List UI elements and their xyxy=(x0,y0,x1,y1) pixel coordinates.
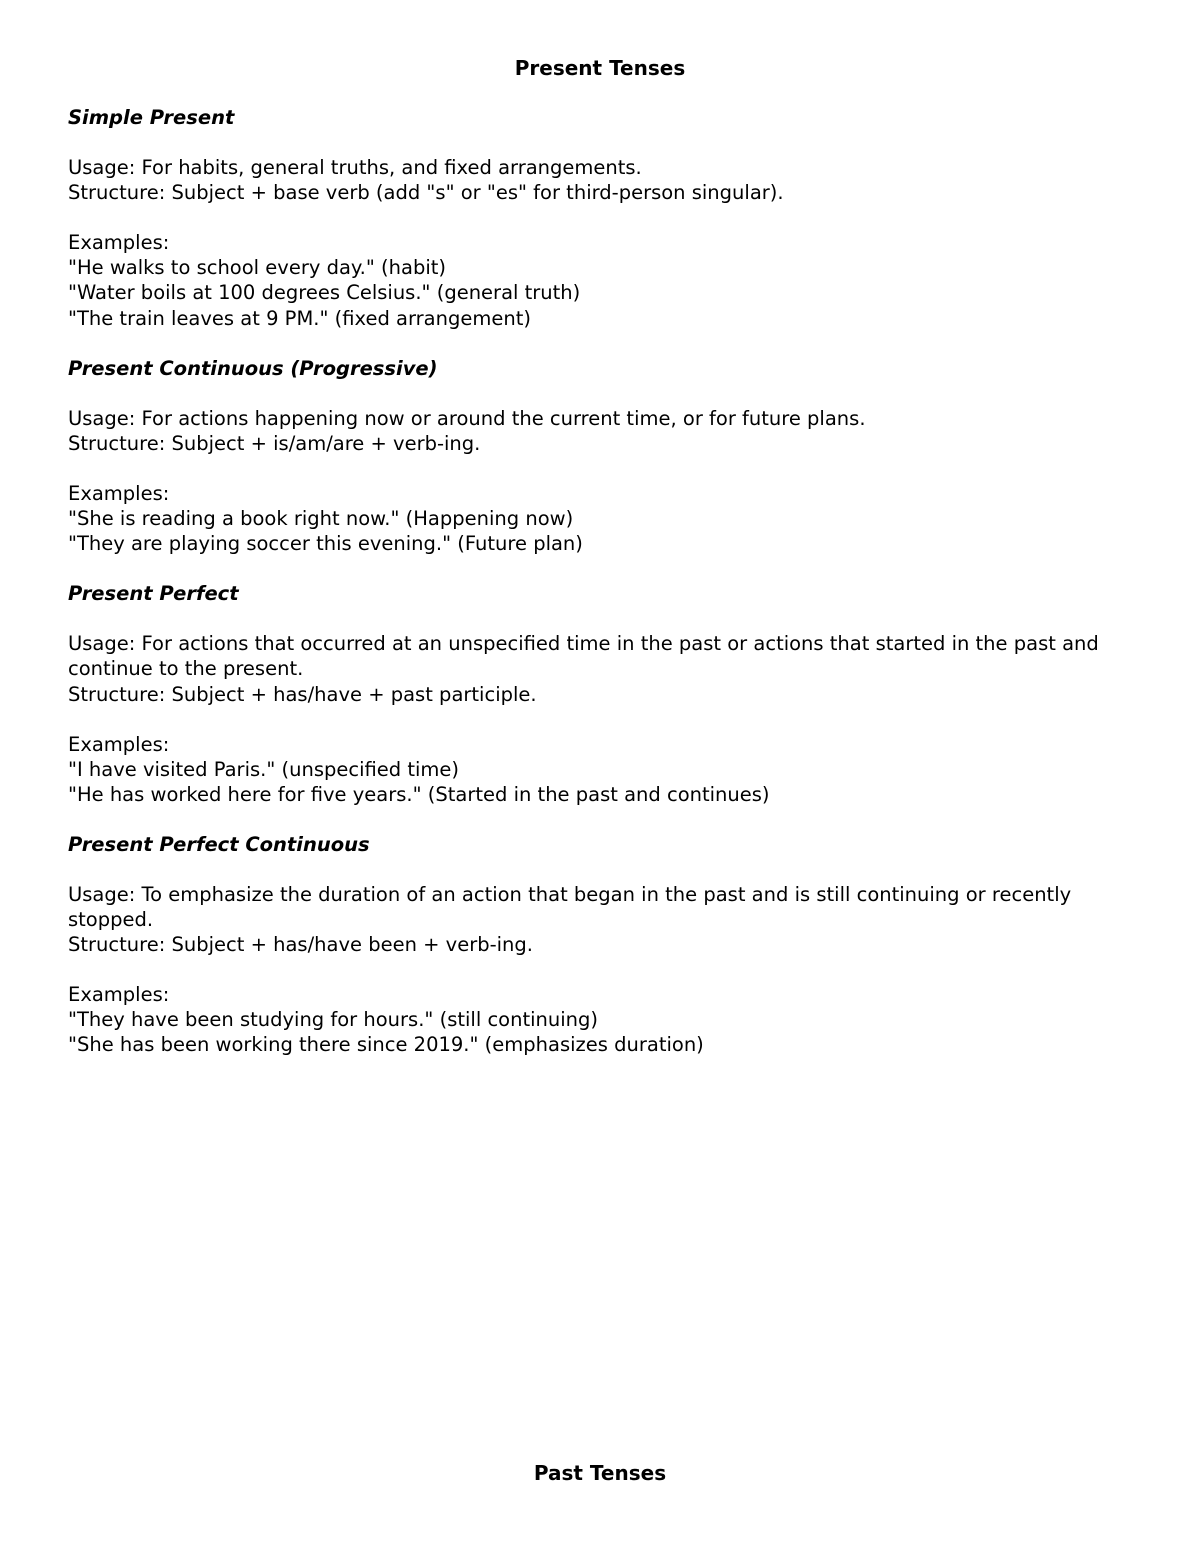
example-item: "The train leaves at 9 PM." (fixed arrangement) xyxy=(68,306,531,330)
example-item: "She is reading a book right now." (Happening now) xyxy=(68,507,574,531)
page-title: Present Tenses xyxy=(514,56,686,80)
section-present-continuous xyxy=(68,356,1132,557)
example-item: "Water boils at 100 degrees Celsius." (general truth) xyxy=(68,281,581,305)
usage-text: Usage: For actions happening now or around the current time, or for future plans. xyxy=(68,406,866,430)
section-heading: Present Perfect xyxy=(68,582,239,606)
next-page-title: Past Tenses xyxy=(533,1461,667,1485)
example-item: "I have visited Paris." (unspecified time) xyxy=(68,757,460,781)
section-present-perfect xyxy=(68,581,1132,807)
example-item: "He walks to school every day." (habit) xyxy=(68,256,446,280)
example-item: "They are playing soccer this evening." (Future plan) xyxy=(68,532,583,556)
example-item: "He has worked here for five years." (Started in the past and continues) xyxy=(68,782,770,806)
document-body xyxy=(68,105,1132,1058)
section-heading: Present Continuous (Progressive) xyxy=(68,356,438,380)
structure-text: Structure: Subject + base verb (add "s" or "es" for third-person singular). xyxy=(68,181,784,205)
usage-text: Usage: To emphasize the duration of an action that began in the past and is still continuing or recently stopped. xyxy=(68,882,1072,932)
section-simple-present xyxy=(68,105,1132,331)
structure-text: Structure: Subject + has/have been + verb-ing. xyxy=(68,933,533,957)
examples-label: Examples: xyxy=(68,481,170,505)
usage-text: Usage: For habits, general truths, and fixed arrangements. xyxy=(68,156,642,180)
examples-label: Examples: xyxy=(68,983,170,1007)
structure-text: Structure: Subject + has/have + past participle. xyxy=(68,682,537,706)
example-item: "She has been working there since 2019." (emphasizes duration) xyxy=(68,1033,704,1057)
example-item: "They have been studying for hours." (still continuing) xyxy=(68,1008,599,1032)
structure-text: Structure: Subject + is/am/are + verb-ing. xyxy=(68,431,481,455)
section-heading: Present Perfect Continuous xyxy=(68,832,370,856)
examples-label: Examples: xyxy=(68,231,170,255)
section-heading: Simple Present xyxy=(68,106,235,129)
section-present-perfect-continuous xyxy=(68,832,1132,1058)
examples-label: Examples: xyxy=(68,732,170,756)
usage-text: Usage: For actions that occurred at an unspecified time in the past or actions that started in the past and continue to the present. xyxy=(68,632,1099,681)
